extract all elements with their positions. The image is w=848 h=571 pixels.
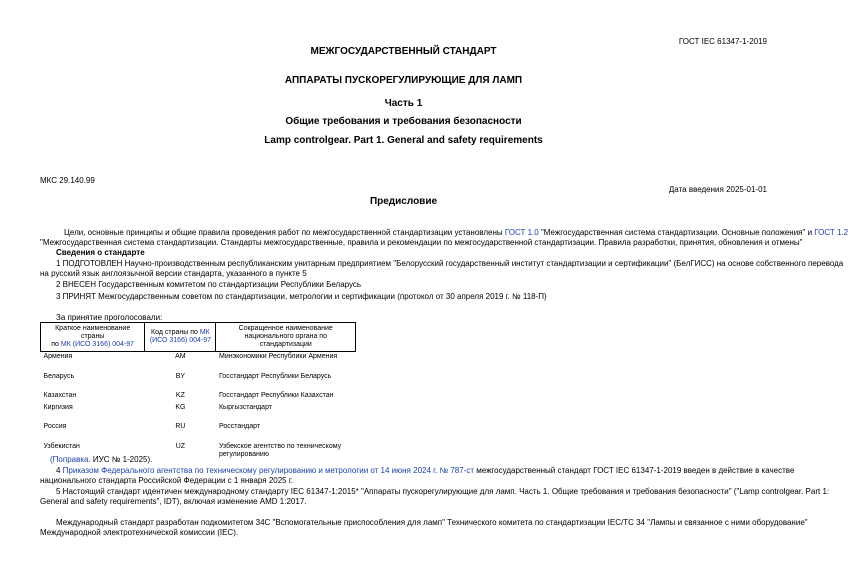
intro-text-b: "Межгосударственная система стандартизации. Основные положения" и	[538, 228, 815, 237]
document-part: Часть 1	[384, 98, 423, 109]
code-cell: RU	[175, 422, 186, 430]
body-cell: Госстандарт Республики Казахстан	[218, 391, 334, 399]
intl-line1: Международный стандарт разработан подкомитетом 34С "Вспомогательные приспособления для ламп" Технического комитета по стандартизации IEC/TC 34 "Лампы и связанное с ними оборудование"	[56, 518, 808, 527]
foreword-intro-line1	[64, 228, 848, 238]
country-cell: Армения	[43, 353, 73, 360]
foreword-intro-line2: "Межгосударственная система стандартизации. Стандарты межгосударственные, правила и рекомендации по межгосударственной стандартизации. Правила разработки, принятия, обновления и отмены"	[40, 238, 803, 247]
mks-code: МКС 29.140.99	[40, 176, 95, 185]
item5-line1: 5 Настоящий стандарт идентичен международному стандарту IEC 61347-1:2015* "Аппараты пускорегулирующие для ламп. Часть 1. Общие требования и требования безопасности" ("Lamp controlgear. Part 1:	[56, 487, 830, 496]
body-cell: Кыргызстандарт	[218, 403, 273, 411]
table-row	[41, 391, 356, 403]
table-header-country: Краткое наименование страны по МК (ИСО 3166) 004-97	[41, 323, 145, 352]
item5-line2: General and safety requirements", IDT), включая изменение AMD 1:2017.	[40, 497, 307, 506]
about-standard-heading: Сведения о стандарте	[56, 248, 145, 257]
table-header-body: Сокращенное наименование национального органа по стандартизации	[216, 323, 356, 352]
item3: 3 ПРИНЯТ Межгосударственным советом по стандартизации, метрологии и сертификации (протокол от 30 апреля 2019 г. № 118-П)	[56, 292, 547, 301]
document-title-en: Lamp controlgear. Part 1. General and safety requirements	[264, 135, 543, 146]
foreword-heading: Предисловие	[369, 196, 438, 207]
country-cell: Узбекистан	[43, 442, 80, 450]
mk-iso-link[interactable]: МК (ИСО 3166) 004-97	[60, 341, 135, 348]
voting-table	[40, 322, 356, 460]
item4-line1: 4 Приказом Федерального агентства по техническому регулированию и метрологии от 14 июня 2024 г. № 787-ст межгосударственный стандарт ГОСТ IEC 61347-1-2019 введен в действие в качестве	[56, 466, 795, 475]
code-cell: KG	[175, 403, 186, 411]
country-cell: Киргизия	[43, 403, 73, 411]
table-row	[41, 352, 356, 372]
effective-date: Дата введения 2025-01-01	[668, 185, 767, 194]
code-cell: BY	[175, 372, 186, 380]
country-cell: Россия	[43, 422, 67, 430]
amendment-link[interactable]: (Поправка.	[50, 455, 91, 464]
iso-3166-link[interactable]: (ИСО 3166) 004-97	[149, 337, 212, 344]
intro-text-a: Цели, основные принципы и общие правила проведения работ по межгосударственной стандартизации установлены	[64, 228, 505, 237]
voted-label: За принятие проголосовали:	[56, 313, 163, 322]
item2: 2 ВНЕСЕН Государственным комитетом по стандартизации Республики Беларусь	[56, 280, 362, 289]
item4-line2: национального стандарта Российской Федерации с 1 января 2025 г.	[40, 476, 293, 485]
gost-1-0-link[interactable]: ГОСТ 1.0	[504, 228, 539, 237]
document-title: АППАРАТЫ ПУСКОРЕГУЛИРУЮЩИЕ ДЛЯ ЛАМП	[284, 75, 523, 86]
gost-1-2-link[interactable]: ГОСТ 1.2	[814, 228, 848, 237]
body-cell: Госстандарт Республики Беларусь	[218, 372, 332, 380]
body-cell: Узбекское агентство по техническому регулированию	[218, 442, 342, 458]
order-link[interactable]: Приказом Федерального агентства по техническому регулированию и метрологии от 14 июня 2024 г. № 787-ст	[62, 466, 474, 475]
body-cell: Минэкономики Республики Армения	[218, 353, 338, 360]
table-row	[41, 403, 356, 422]
code-cell: UZ	[175, 442, 186, 450]
mk-link[interactable]: МК	[199, 329, 210, 336]
standard-type: МЕЖГОСУДАРСТВЕННЫЙ СТАНДАРТ	[310, 46, 497, 57]
gost-code: ГОСТ IEC 61347-1-2019	[678, 37, 767, 46]
amendment-note: (Поправка. ИУС № 1-2025).	[50, 455, 153, 464]
country-cell: Казахстан	[43, 391, 77, 399]
intl-line2: Международной электротехнической комиссии (IEC).	[40, 528, 239, 537]
code-cell: AM	[175, 353, 186, 360]
table-row	[41, 422, 356, 442]
country-cell: Беларусь	[43, 372, 75, 380]
item1-line1: 1 ПОДГОТОВЛЕН Научно-производственным республиканским унитарным предприятием "Белорусский государственный институт стандартизации и сертификации" (БелГИСС) на основе собственного перевода	[56, 259, 844, 268]
document-subtitle: Общие требования и требования безопасности	[285, 116, 522, 127]
body-cell: Росстандарт	[218, 422, 261, 430]
code-cell: KZ	[175, 391, 185, 399]
item1-line2: на русский язык англоязычной версии стандарта, указанного в пункте 5	[40, 269, 307, 278]
table-row	[41, 372, 356, 391]
table-header-code: Код страны по МК (ИСО 3166) 004-97	[145, 323, 216, 352]
